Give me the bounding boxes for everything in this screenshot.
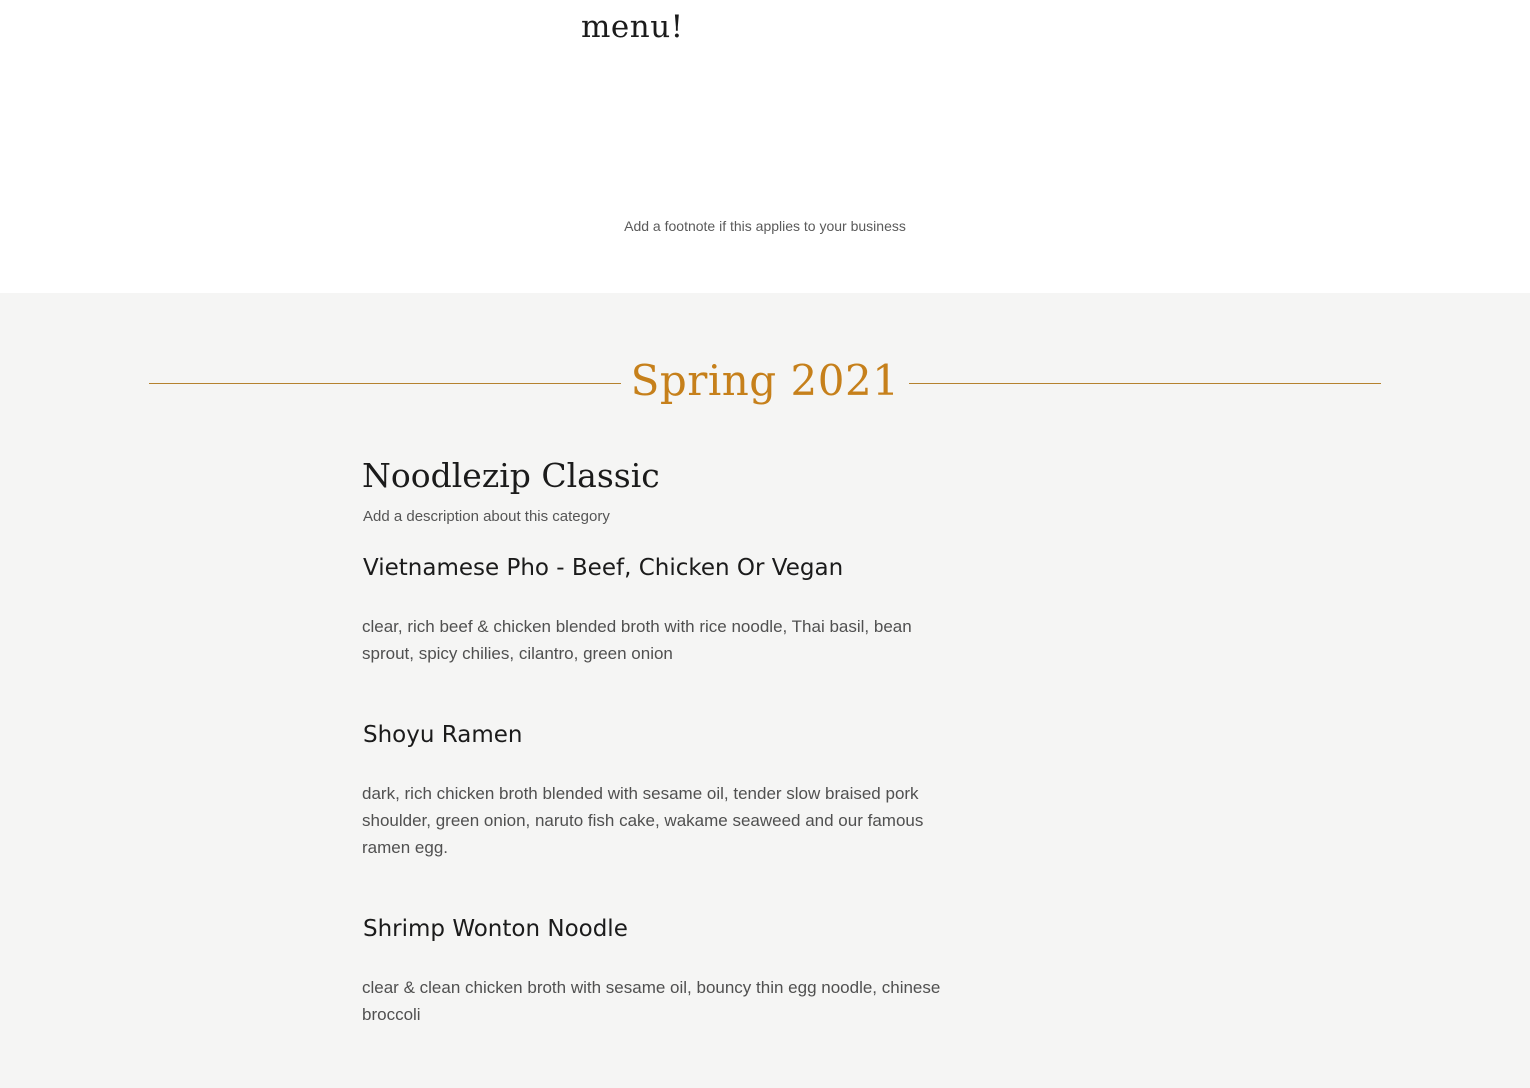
- menu-item-description: dark, rich chicken broth blended with sesame oil, tender slow braised pork shoulder, green onion, naruto fish cake, wakame seaweed and our famous ramen egg.: [362, 784, 924, 857]
- menu-item-name: Shoyu Ramen: [363, 722, 523, 748]
- season-title: Spring 2021: [630, 356, 900, 405]
- intro-heading: [581, 0, 881, 50]
- menu-item-name: Shrimp Wonton Noodle: [363, 916, 628, 942]
- menu-item-name: Vietnamese Pho - Beef, Chicken Or Vegan: [363, 555, 844, 581]
- menu-item: [362, 551, 962, 667]
- category-description: Add a description about this category: [363, 508, 610, 525]
- menu-item-description: clear, rich beef & chicken blended broth with rice noodle, Thai basil, bean sprout, spicy chilies, cilantro, green onion: [362, 617, 912, 663]
- menu-item-description: clear & clean chicken broth with sesame oil, bouncy thin egg noodle, chinese broccoli: [362, 978, 941, 1024]
- category-title: Noodlezip Classic: [362, 456, 660, 495]
- divider-line-left: [149, 383, 621, 384]
- menu-item: [362, 912, 962, 1028]
- intro-heading-line: menu!: [581, 9, 684, 45]
- menu-section: [0, 293, 1530, 1088]
- season-header: [149, 349, 1381, 419]
- menu-category: [362, 453, 962, 527]
- divider-line-right: [909, 383, 1381, 384]
- menu-footnote: Add a footnote if this applies to your business: [624, 218, 906, 234]
- intro-section: [0, 0, 1530, 293]
- menu-item: [362, 718, 962, 861]
